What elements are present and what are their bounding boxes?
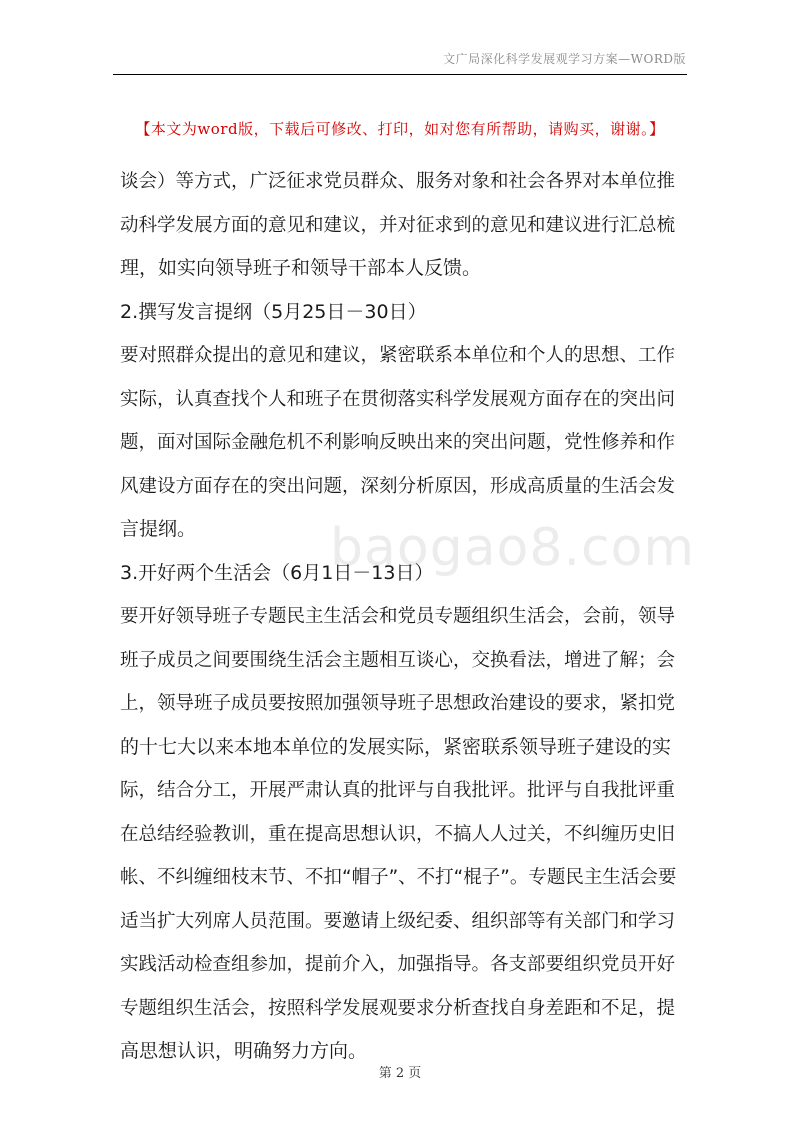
body-line: 的十七大以来本地本单位的发展实际，紧密联系领导班子建设的实 bbox=[120, 735, 672, 758]
body-line: 上，领导班子成员要按照加强领导班子思想政治建设的要求，紧扣党 bbox=[120, 693, 676, 714]
body-line: 动科学发展方面的意见和建议，并对征求到的意见和建议进行汇总梳 bbox=[120, 214, 676, 236]
body-line: 题，面对国际金融危机不利影响反映出来的突出问题，党性修养和作 bbox=[120, 432, 676, 453]
body-line: 风建设方面存在的突出问题，深刻分析原因，形成高质量的生活会发 bbox=[120, 475, 676, 497]
section-heading-meetings: 3.开好两个生活会（6月1日－13日） bbox=[120, 561, 434, 584]
document-body bbox=[120, 160, 685, 1074]
running-header: 文广局深化科学发展观学习方案—WORD版 bbox=[443, 52, 686, 66]
body-line: 要开好领导班子专题民主生活会和党员专题组织生活会，会前，领导 bbox=[120, 606, 676, 627]
body-line: 实践活动检查组参加，提前介入，加强指导。各支部要组织党员开好 bbox=[120, 954, 676, 975]
section-heading-draft-outline: 2.撰写发言提纲（5月25日－30日） bbox=[120, 300, 427, 323]
body-line: 言提纲。 bbox=[120, 518, 197, 540]
body-line: 在总结经验教训，重在提高思想认识，不搞人人过关，不纠缠历史旧 bbox=[120, 823, 676, 845]
header-divider bbox=[113, 74, 687, 75]
body-line: 班子成员之间要围绕生活会主题相互谈心，交换看法，增进了解；会 bbox=[120, 649, 676, 671]
body-line: 专题组织生活会，按照科学发展观要求分析查找自身差距和不足，提 bbox=[120, 997, 676, 1019]
body-line: 适当扩大列席人员范围。要邀请上级纪委、组织部等有关部门和学习 bbox=[120, 910, 676, 932]
body-line: 要对照群众提出的意见和建议，紧密联系本单位和个人的思想、工作 bbox=[120, 345, 676, 366]
body-line: 际，结合分工，开展严肃认真的批评与自我批评。批评与自我批评重 bbox=[120, 780, 676, 801]
body-line: 谈会）等方式，广泛征求党员群众、服务对象和社会各界对本单位推 bbox=[120, 171, 676, 192]
page-number: 第 2 页 bbox=[378, 1066, 422, 1081]
body-line: 理，如实向领导班子和领导干部本人反馈。 bbox=[120, 257, 482, 279]
body-line: 帐、不纠缠细枝末节、不扣“帽子”、不打“棍子”。专题民主生活会要 bbox=[120, 867, 677, 888]
purchase-notice: 【本文为word版，下载后可修改、打印，如对您有所帮助，请购买，谢谢。】 bbox=[135, 120, 665, 138]
body-line: 高思想认识，明确努力方向。 bbox=[120, 1040, 368, 1062]
body-line: 实际，认真查找个人和班子在贯彻落实科学发展观方面存在的突出问 bbox=[120, 388, 676, 410]
site-watermark: baogao8.com bbox=[330, 518, 696, 578]
